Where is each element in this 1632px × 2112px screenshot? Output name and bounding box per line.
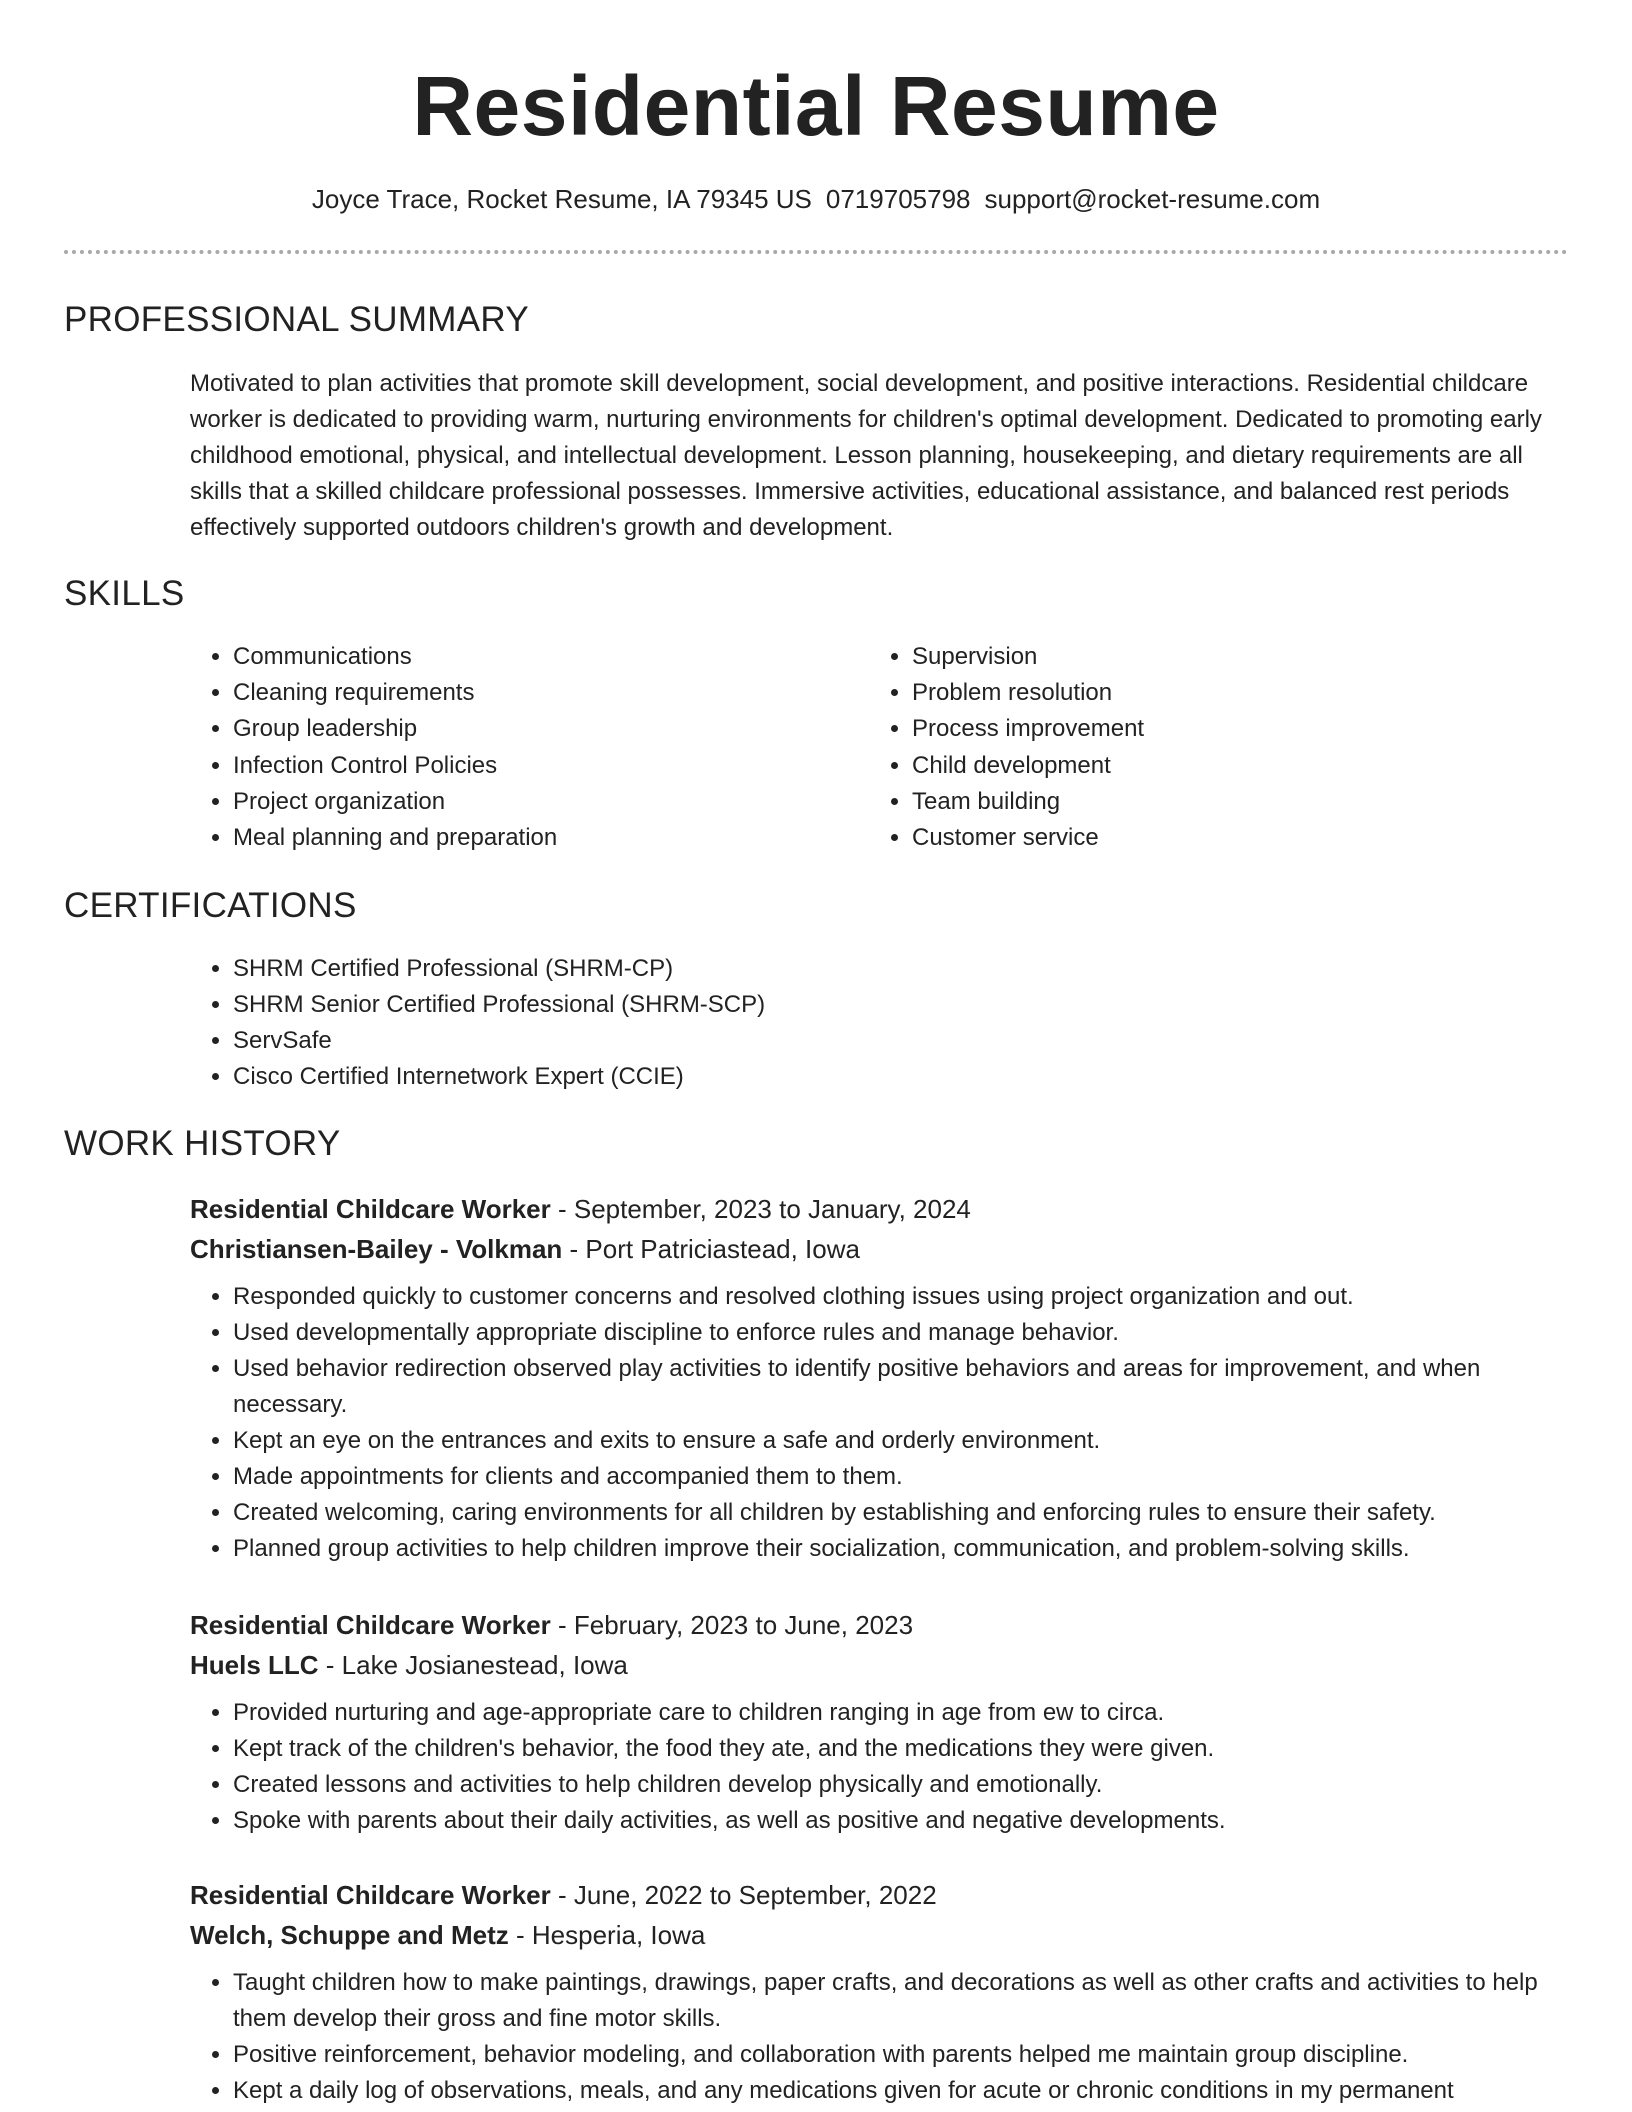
list-item: • Used behavior redirection observed play activities to identify positive behaviors and areas for improvement, and when necessary.: [233, 1351, 1570, 1423]
skills-heading: SKILLS: [64, 574, 185, 613]
list-item: • Cleaning requirements: [233, 675, 853, 711]
header-divider: [64, 250, 1568, 254]
resume-title: Residential Resume: [412, 59, 1220, 153]
job-title-line: [190, 1875, 1570, 1915]
list-item: • Meal planning and preparation: [233, 820, 853, 856]
job-title: Residential Childcare Worker: [190, 1194, 551, 1224]
job-bullets: [190, 1279, 1570, 1567]
job-dates: - September, 2023 to January, 2024: [550, 1194, 971, 1224]
work-history-heading: WORK HISTORY: [64, 1124, 341, 1163]
job-bullets: [190, 1695, 1570, 1839]
list-item: • Customer service: [912, 820, 1532, 856]
list-item: • Used developmentally appropriate discipline to enforce rules and manage behavior.: [233, 1315, 1570, 1351]
job-company: Welch, Schuppe and Metz: [190, 1920, 509, 1950]
job-title: Residential Childcare Worker: [190, 1610, 551, 1640]
list-item: • Kept track of the children's behavior, the food they ate, and the medications they were given.: [233, 1731, 1570, 1767]
list-item: • Team building: [912, 784, 1532, 820]
list-item: • Made appointments for clients and accompanied them to them.: [233, 1459, 1570, 1495]
contact-phone: 0719705798: [825, 184, 971, 214]
job-title-line: [190, 1189, 1570, 1229]
list-item: • Group leadership: [233, 711, 853, 747]
list-item: • SHRM Senior Certified Professional (SHRM-SCP): [233, 987, 1533, 1023]
list-item: • Spoke with parents about their daily activities, as well as positive and negative developments.: [233, 1803, 1570, 1839]
job-company-line: [190, 1915, 1570, 1955]
list-item: • Communications: [233, 639, 853, 675]
certifications-list: [190, 951, 1533, 1095]
certifications-heading: CERTIFICATIONS: [64, 886, 357, 925]
list-item: • Responded quickly to customer concerns and resolved clothing issues using project organization and out.: [233, 1279, 1570, 1315]
list-item: • Positive reinforcement, behavior modeling, and collaboration with parents helped me maintain group discipline.: [233, 2037, 1570, 2073]
job-dates: - February, 2023 to June, 2023: [550, 1610, 914, 1640]
list-item: • Provided nurturing and age-appropriate care to children ranging in age from ew to circa.: [233, 1695, 1570, 1731]
list-item: • ServSafe: [233, 1023, 1533, 1059]
job-company: Huels LLC: [190, 1650, 319, 1680]
job-dates: - June, 2022 to September, 2022: [550, 1880, 937, 1910]
list-item: • Infection Control Policies: [233, 748, 853, 784]
job-company: Christiansen-Bailey - Volkman: [190, 1234, 563, 1264]
job-location: - Port Patriciastead, Iowa: [562, 1234, 860, 1264]
job-location: - Hesperia, Iowa: [508, 1920, 706, 1950]
skills-list-left: [190, 639, 853, 856]
summary-text: Motivated to plan activities that promote skill development, social development, and positive interactions. Residential childcare worker is dedicated to providing warm, nurturing environments for children's optimal development. Dedicated to promoting early childhood emotional, physical, and intellectual development. Lesson planning, housekeeping, and dietary requirements are all skills that a skilled childcare professional possesses. Immersive activities, educational assistance, and balanced rest periods effectively supported outdoors children's growth and development.: [190, 370, 1542, 541]
list-item: • Supervision: [912, 639, 1532, 675]
list-item: • Kept an eye on the entrances and exits to ensure a safe and orderly environment.: [233, 1423, 1570, 1459]
job-entry-1: [190, 1189, 1570, 1567]
list-item: • Kept a daily log of observations, meals, and any medications given for acute or chronic conditions in my permanent: [233, 2073, 1570, 2109]
job-location: - Lake Josianestead, Iowa: [318, 1650, 628, 1680]
skills-list-right: [869, 639, 1532, 856]
list-item: • Problem resolution: [912, 675, 1532, 711]
list-item: • Created welcoming, caring environments for all children by establishing and enforcing rules to ensure their safety.: [233, 1495, 1570, 1531]
job-entry-3: [190, 1875, 1570, 2109]
job-company-line: [190, 1229, 1570, 1269]
list-item: • SHRM Certified Professional (SHRM-CP): [233, 951, 1533, 987]
job-company-line: [190, 1645, 1570, 1685]
summary-heading: PROFESSIONAL SUMMARY: [64, 300, 529, 339]
list-item: • Child development: [912, 748, 1532, 784]
list-item: • Taught children how to make paintings, drawings, paper crafts, and decorations as well as other crafts and activities to help them develop their gross and fine motor skills.: [233, 1965, 1570, 2037]
job-title-line: [190, 1605, 1570, 1645]
list-item: • Created lessons and activities to help children develop physically and emotionally.: [233, 1767, 1570, 1803]
job-entry-2: [190, 1605, 1570, 1839]
contact-address: Joyce Trace, Rocket Resume, IA 79345 US: [311, 184, 812, 214]
contact-email: support@rocket-resume.com: [984, 184, 1321, 214]
list-item: • Cisco Certified Internetwork Expert (CCIE): [233, 1059, 1533, 1095]
list-item: • Process improvement: [912, 711, 1532, 747]
list-item: • Planned group activities to help children improve their socialization, communication, and problem-solving skills.: [233, 1531, 1570, 1567]
list-item: • Project organization: [233, 784, 853, 820]
contact-line: [0, 182, 1632, 216]
job-title: Residential Childcare Worker: [190, 1880, 551, 1910]
job-bullets: [190, 1965, 1570, 2109]
